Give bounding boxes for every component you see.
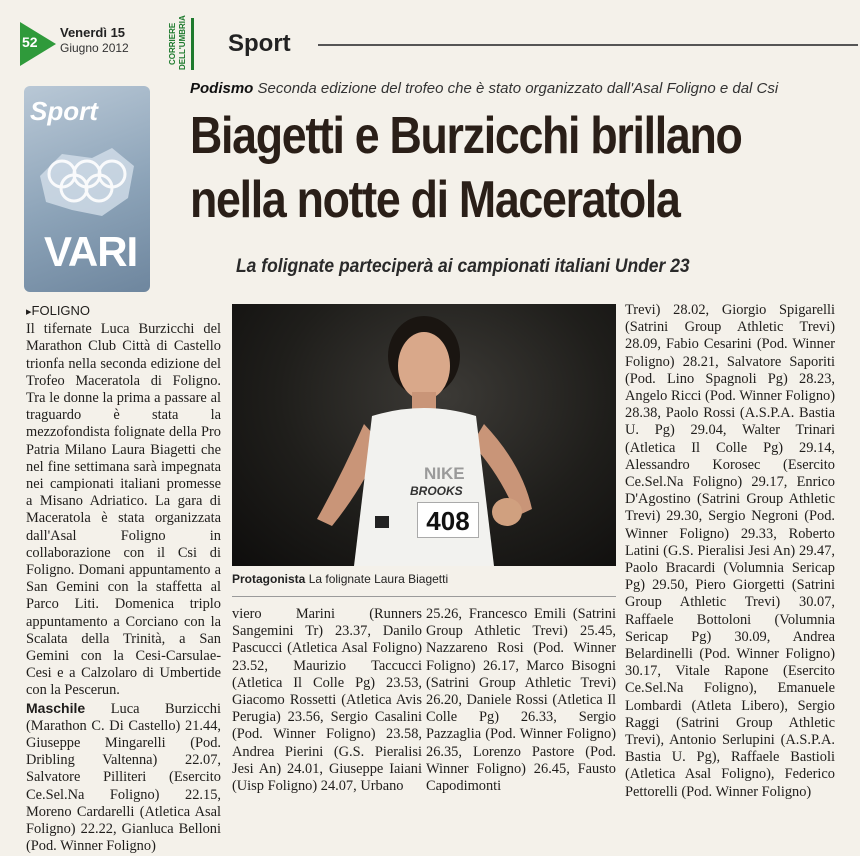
article-column-1 — [26, 302, 221, 856]
issue-date — [60, 25, 129, 55]
shirt-sponsor: BROOKS — [410, 484, 463, 498]
page-number: 52 — [22, 34, 38, 50]
issue-day: Venerdì 15 — [60, 25, 126, 40]
section-title: Sport — [228, 30, 291, 57]
kicker-text: Seconda edizione del trofeo che è stato organizzato dall'Asal Foligno e dal Csi — [257, 80, 779, 97]
page-header — [0, 0, 860, 80]
article-subhead: La folignate parteciperà ai campionati italiani Under 23 — [236, 256, 690, 277]
photo-caption — [232, 572, 616, 586]
article-headline — [190, 104, 758, 232]
column-rule — [232, 596, 616, 597]
shirt-brand: NIKE — [424, 464, 465, 483]
caption-label: Protagonista — [232, 572, 306, 586]
headline-line-1: Biagetti e Burzicchi brillano — [190, 107, 742, 165]
results-label: Maschile — [26, 699, 86, 716]
dateline-place: ▸ FOLIGNO — [26, 302, 221, 321]
badge-word-vari: VARI — [44, 228, 138, 275]
newspaper-logo: CORRIERE DELL'UMBRIA — [168, 18, 194, 70]
headline-line-2: nella notte di Maceratola — [190, 171, 680, 229]
article-column-2: viero Marini (Runners Sangemini Tr) 23.37, Danilo Pascucci (Atletica Asal Foligno) 23.52, Maurizio Taccucci (Atletica Il Colle Pg) 23.53, Giacomo Rossetti (Atletica Avis Perugia) 23.56, Sergio Casalini (Pod. Winner Foligno) 23.58, Andrea Pierini (G.S. Pieralisi Jesi An) 24.01, Giuseppe Iaiani (Uisp Foligno) 24.07, Urbano — [232, 606, 422, 795]
bib-number: 408 — [417, 502, 479, 538]
results-text-1: Luca Burzicchi (Marathon C. Di Castello) 21.44, Giuseppe Mingarelli (Pod. Dribling Valtenna) 22.07, Salvatore Pilliteri (Esercito Ce.Sel.Na Foligno) 22.15, Moreno Cardarelli (Atletica Asal Foligno) 22.22, Gianluca Belloni (Pod. Winner Foligno) — [26, 700, 221, 855]
article-lead: Il tifernate Luca Burzicchi del Marathon Club Città di Castello trionfa nella seconda edizione del Trofeo Maceratola di Foligno. Tra le donne la prima a passare al traguardo è stata la mezzofondista folignate della Pro Patria Milano Laura Biagetti che nel fine settimana sarà impegnata nei campionati italiani promesse a Misano Adriatico. La gara di Maceratola è stata organizzata dall'Asal Foligno in collaborazione con il Csi di Foligno. Domani appuntamento a San Gemini con la staffetta al Parco Liti. Domenica triplo appuntamento a Corciano con la Scalata della Trinità, a San Gemini con la Cesi-Carsulae-Cesi e a Calzolaro di Umbertide con la Pescerun. — [26, 321, 221, 699]
article-column-3: 25.26, Francesco Emili (Satrini Group Athletic Trevi) 25.45, Nazzareno Rosi (Pod. Winner Foligno) 26.17, Marco Bisogni (Satrini Group Athletic Trevi) 26.20, Daniele Rossi (Atletica Il Colle Pg) 26.33, Sergio Pazzaglia (Pod. Winner Foligno) 26.35, Lorenzo Pastore (Pod. Winner Foligno) 26.45, Fausto Capodimonti — [426, 606, 616, 795]
sport-vari-badge — [24, 86, 150, 292]
caption-text: La folignate Laura Biagetti — [308, 572, 449, 586]
badge-word-sport: Sport — [30, 96, 98, 126]
article-kicker — [190, 80, 850, 97]
header-rule — [318, 44, 858, 46]
issue-month-year: Giugno 2012 — [60, 41, 129, 55]
kicker-label: Podismo — [190, 80, 254, 97]
article-column-4: Trevi) 28.02, Giorgio Spigarelli (Satrini Group Athletic Trevi) 28.09, Fabio Cesarini (Pod. Winner Foligno) 28.21, Salvatore Saporiti (Pod. Lino Spagnoli Pg) 28.23, Angelo Ricci (Pod. Winner Foligno) 28.38, Paolo Rossi (A.S.P.A. Bastia U. Pg) 29.04, Walter Trinari (Atletica Il Colle Pg) 29.14, Alessandro Korosec (Esercito Ce.Sel.Na Foligno) 29.17, Enrico D'Agostino (Satrini Group Athletic Trevi) 29.30, Sergio Negroni (Pod. Winner Foligno) 29.33, Roberto Latini (G.S. Pieralisi Jesi An) 29.47, Paolo Bracardi (Volumnia Sericap Pg) 29.50, Piero Giorgetti (Satrini Group Athletic Trevi) 30.07, Raffaele Bottoloni (Volumnia Sericap Pg) 30.09, Andrea Belardinelli (Pod. Winner Foligno) 30.17, Vitale Rapone (Esercito Ce.Sel.Na Foligno), Emanuele Lombardi (Atleta Libero), Sergio Raggi (Satrini Group Athletic Trevi), Antonio Serlupini (A.S.P.A. Bastia U. Pg), Raffaele Bastioli (Atletica Asal Foligno), Federico Pettorelli (Pod. Winner Foligno) — [625, 302, 835, 800]
olympic-rings-icon — [32, 136, 142, 226]
article-photo — [232, 304, 616, 566]
